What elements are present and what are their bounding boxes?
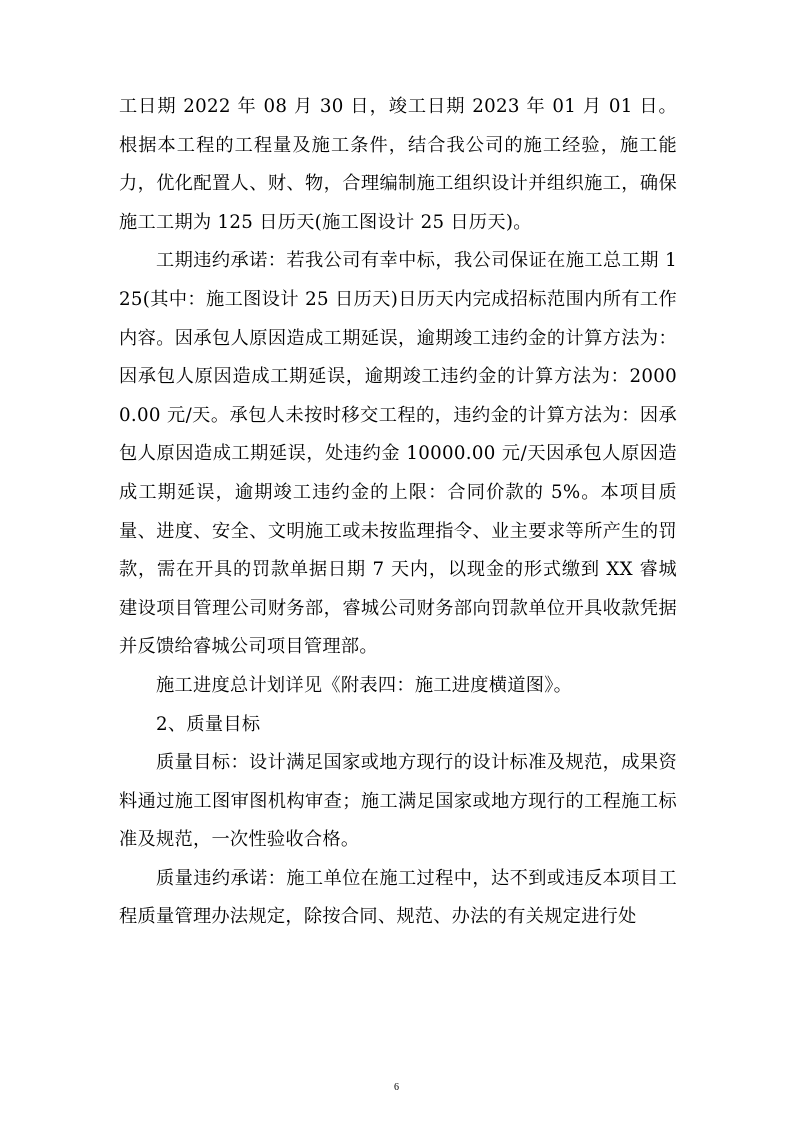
paragraph-schedule-plan: 施工进度总计划详见《附表四：施工进度横道图》。 — [156, 674, 573, 696]
paragraph-quality-penalty: 质量违约承诺：施工单位在施工过程中，达不到或违反本项目工程质量管理办法规定，除按合同、规范、办法的有关规定进行处 — [119, 867, 677, 928]
paragraph-schedule-dates: 工日期 2022 年 08 月 30 日，竣工日期 2023 年 01 月 01 日。根据本工程的工程量及施工条件，结合我公司的施工经验，施工能力，优化配置人、财、物，合理编制施工组织设计并组织施工，确保施工工期为 125 日历天(施工图设计 25 日历天)。 — [119, 96, 677, 233]
paragraph-delay-penalty: 工期违约承诺：若我公司有幸中标，我公司保证在施工总工期 125(其中：施工图设计 25 日历天)日历天内完成招标范围内所有工作内容。因承包人原因造成工期延误，逾期竣工违约金的计算方法为：因承包人原因造成工期延误，逾期竣工违约金的计算方法为：20000.00 元/天。承包人未按时移交工程的，违约金的计算方法为：因承包人原因造成工期延误，处违约金 10000.00 元/天因承包人原因造成工期延误，逾期竣工违约金的上限：合同价款的 5%。本项目质量、进度、安全、文明施工或未按监理指令、业主要求等所产生的罚款，需在开具的罚款单据日期 7 天内，以现金的形式缴到 XX 睿城建设项目管理公司财务部，睿城公司财务部向罚款单位开具收款凭据并反馈给睿城公司项目管理部。 — [119, 250, 677, 658]
document-body — [119, 88, 677, 937]
page-number: 6 — [394, 1082, 399, 1093]
section-heading-quality-target: 2、质量目标 — [156, 713, 261, 735]
paragraph-quality-target: 质量目标：设计满足国家或地方现行的设计标准及规范，成果资料通过施工图审图机构审查；施工满足国家或地方现行的工程施工标准及规范，一次性验收合格。 — [119, 752, 677, 851]
